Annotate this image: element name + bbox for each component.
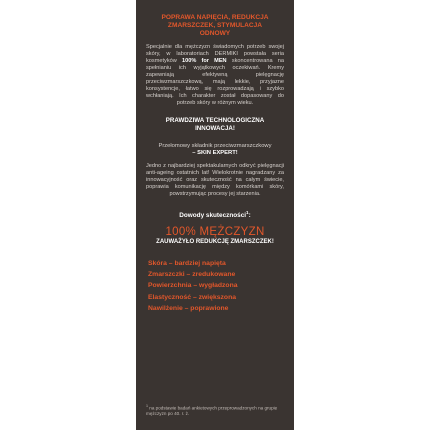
result-item: Powierzchnia – wygładzona bbox=[148, 282, 238, 290]
result-item: Elastyczność – zwiększona bbox=[148, 293, 237, 301]
ingredient-description: Jedno z najbardziej spektakularnych odkryć pielęgnacji anti-ageing ostatnich lat! Wielokrotnie nagradzany za innowacyjność oraz skuteczność na całym świecie, poprawia komunikację między komórkami skóry, powstrzymując procesy jej starzenia. bbox=[146, 163, 284, 198]
evidence-title-suffix: : bbox=[248, 212, 251, 220]
innovation-heading bbox=[146, 117, 284, 133]
results-list bbox=[146, 258, 284, 315]
evidence-claim: ZAUWAŻYŁO REDUKCJĘ ZMARSZCZEK! bbox=[156, 238, 274, 245]
footnote-text: na podstawie badań ankietowych przeprowadzonych na grupie mężczyzn po 40. r. ż. bbox=[146, 405, 278, 417]
ingredient-lead-text: Przełomowy składnik przeciwzmarszczkowy bbox=[158, 143, 272, 149]
evidence-title bbox=[146, 210, 284, 219]
intro-paragraph bbox=[146, 44, 284, 107]
evidence-title-text: Dowody skuteczności bbox=[179, 212, 247, 220]
result-item: Nawilżenie – poprawione bbox=[148, 305, 229, 313]
product-description-panel bbox=[136, 0, 294, 430]
ingredient-lead bbox=[146, 143, 284, 157]
ingredient-name: – SKIN EXPERT! bbox=[192, 150, 238, 157]
innovation-line-1: PRAWDZIWA TECHNOLOGICZNA bbox=[165, 117, 265, 124]
innovation-line-2: INNOWACJA! bbox=[195, 125, 235, 132]
intro-text-after: skoncentrowana na spełnianiu ich wyjątkowych oczekiwań. Kremy zapewniają efektywną pielęgnację przeciwzmarszczkową, mają lekkie, przyjazne konsystencje, łatwo się rozprowadzają i szybko wchłaniają. Ich charakter został dopasowany do potrzeb skóry w różnym wieku. bbox=[146, 58, 284, 106]
headline: POPRAWA NAPIĘCIA, REDUKCJA ZMARSZCZEK, STYMULACJA ODNOWY bbox=[161, 14, 269, 37]
intro-text-before: Specjalnie dla mężczyzn świadomych potrzeb swojej skóry, w laboratoriach DERMIKI powstała seria kosmetyków bbox=[146, 44, 284, 64]
evidence-footnote-mark: 1 bbox=[246, 210, 249, 216]
brand-name: 100% for MEN bbox=[181, 58, 227, 64]
evidence-percentage: 100% MĘŻCZYZN bbox=[165, 225, 265, 238]
result-item: Zmarszczki – zredukowane bbox=[148, 270, 236, 278]
footnote-mark: 1 bbox=[146, 404, 148, 408]
footnote bbox=[146, 404, 284, 417]
result-item: Skóra – bardziej napięta bbox=[148, 259, 226, 267]
